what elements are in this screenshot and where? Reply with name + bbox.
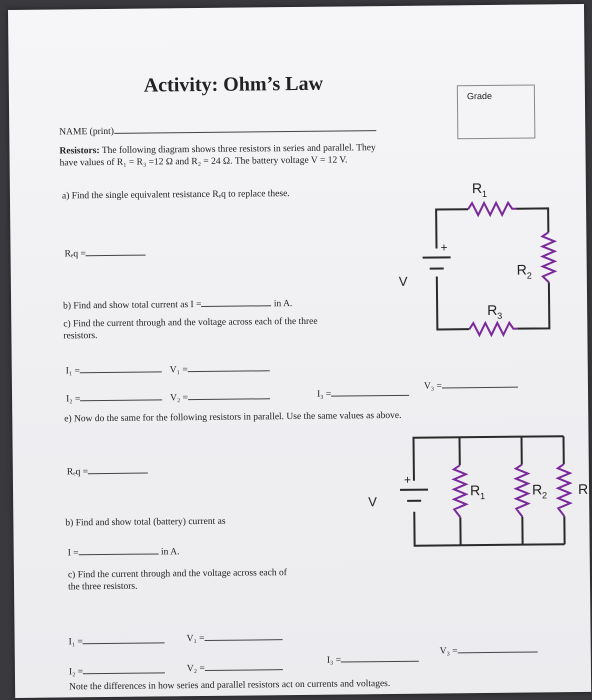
series-plus-sign: +	[440, 240, 448, 255]
parallel-v3-label: V₃ =	[439, 646, 458, 657]
parallel-i1-line	[69, 633, 165, 648]
series-r3-label: R	[487, 301, 498, 318]
parallel-question-c	[68, 567, 287, 593]
parallel-v1-line	[187, 630, 283, 645]
closing-note: Note the differences in how series and parallel resistors act on currents and voltages.	[69, 679, 391, 693]
parallel-wire-top	[414, 436, 564, 481]
parallel-plus-sign: +	[403, 472, 412, 487]
series-resistor-r2	[542, 232, 555, 282]
page-title: Activity: Ohm’s Law	[143, 72, 324, 97]
series-qc-line2: resistors.	[63, 331, 98, 342]
parallel-r1-sub: 1	[480, 491, 486, 502]
parallel-resistor-r2	[516, 465, 529, 517]
series-r1-sub: 1	[481, 188, 488, 200]
parallel-question-e: e) Now do the same for the following resistors in parallel. Use the same values as above.	[64, 410, 402, 425]
series-v2-line	[170, 389, 270, 404]
series-wire-right-bottom	[517, 282, 549, 328]
series-req-blank	[86, 246, 146, 257]
series-question-c	[63, 316, 318, 343]
series-i2-label: I₂ =	[66, 394, 81, 405]
series-qc-line1: c) Find the current through and the voltage across each of the three	[63, 316, 318, 330]
series-v3-blank	[442, 378, 518, 389]
series-v2-label: V₂ =	[170, 393, 189, 404]
parallel-i1-blank	[83, 633, 165, 644]
series-r2-label: R	[516, 261, 527, 278]
series-question-a: a) Find the single equivalent resistance Rₑq to replace these.	[61, 189, 290, 202]
parallel-r1-label: R	[469, 482, 481, 499]
parallel-v2-blank	[205, 660, 283, 671]
name-label: NAME (print)	[59, 126, 114, 138]
series-i2-line	[66, 390, 162, 405]
series-i3-blank	[331, 386, 409, 397]
parallel-r2-label: R	[531, 481, 543, 498]
parallel-i3-line	[327, 652, 419, 667]
parallel-i-label: I =	[67, 548, 79, 559]
series-v1-line	[170, 361, 270, 376]
series-r1-label: R	[471, 180, 483, 197]
parallel-v1-label: V₁ =	[186, 633, 205, 645]
parallel-battery-icon	[400, 490, 428, 501]
series-i1-line	[66, 362, 162, 377]
parallel-qc-line2: the three resistors.	[67, 581, 138, 593]
parallel-r2-sub: 2	[542, 490, 548, 501]
series-resistors	[468, 202, 555, 335]
parallel-resistor-r1	[454, 465, 467, 517]
series-wire-right-top	[516, 208, 548, 232]
series-i3-label: I₃ =	[316, 389, 332, 400]
parallel-qc-line1: c) Find the current through and the voltage across each of	[67, 568, 287, 581]
series-req-label: Rₑq =	[64, 249, 86, 260]
parallel-i-unit: in A.	[160, 547, 180, 558]
name-blank	[114, 121, 376, 134]
series-battery-icon	[423, 257, 451, 268]
series-resistor-r3	[469, 323, 517, 336]
parallel-v1-blank	[204, 630, 282, 641]
parallel-r3-label: R	[577, 480, 589, 498]
series-qb-text: b) Find and show total current as I =	[63, 299, 202, 312]
series-i3-line	[317, 386, 409, 401]
intro-line1: The following diagram shows three resistors in series and parallel. They	[101, 143, 376, 157]
series-r3-sub: 3	[497, 310, 503, 321]
parallel-current-blank	[79, 544, 159, 555]
parallel-wire-bottom	[414, 510, 564, 546]
parallel-i3-blank	[341, 652, 419, 663]
name-line	[59, 121, 376, 138]
series-wire-left-bottom	[437, 276, 470, 329]
series-current-blank	[201, 296, 271, 307]
parallel-v2-line	[187, 660, 283, 675]
series-req-line	[64, 246, 145, 261]
parallel-req-line	[67, 464, 148, 479]
parallel-i2-line	[69, 663, 165, 678]
series-qb-unit: in A.	[273, 299, 293, 310]
series-i2-blank	[80, 390, 162, 401]
series-v2-blank	[188, 389, 270, 400]
parallel-voltage-label: V	[368, 494, 377, 510]
parallel-req-blank	[88, 464, 148, 475]
series-v3-line	[424, 378, 518, 393]
series-r2-sub: 2	[526, 270, 532, 281]
parallel-question-b: b) Find and show total (battery) current as	[65, 516, 226, 529]
parallel-i3-label: I₃ =	[326, 655, 342, 666]
series-v1-label: V₁ =	[169, 365, 188, 376]
parallel-i1-label: I₁ =	[68, 637, 83, 648]
intro-line2: have values of R₁ = R₃ =12 Ω and R₂ = 24 Ω. The battery voltage V = 12 V.	[59, 155, 348, 169]
intro-bold: Resistors:	[59, 146, 100, 157]
parallel-circuit-diagram	[357, 424, 590, 556]
worksheet-page	[8, 4, 591, 698]
parallel-resistor-r3	[558, 464, 571, 516]
series-i1-blank	[80, 362, 162, 373]
parallel-i2-label: I₂ =	[68, 667, 84, 678]
series-resistor-r1	[468, 203, 516, 216]
parallel-i2-blank	[83, 663, 165, 674]
grade-label: Grade	[466, 90, 492, 102]
intro-text	[59, 141, 449, 169]
series-v1-blank	[188, 361, 270, 372]
series-voltage-label: V	[398, 273, 408, 289]
series-circuit-diagram	[398, 172, 570, 344]
series-question-b	[63, 296, 292, 312]
parallel-req-label: Rₑq =	[66, 467, 89, 478]
parallel-v3-blank	[458, 642, 538, 653]
series-v3-label: V₃ =	[423, 381, 442, 392]
parallel-current-line	[68, 544, 180, 559]
parallel-v2-label: V₂ =	[186, 663, 205, 675]
series-i1-label: I₁ =	[65, 366, 81, 377]
parallel-v3-line	[440, 642, 538, 657]
